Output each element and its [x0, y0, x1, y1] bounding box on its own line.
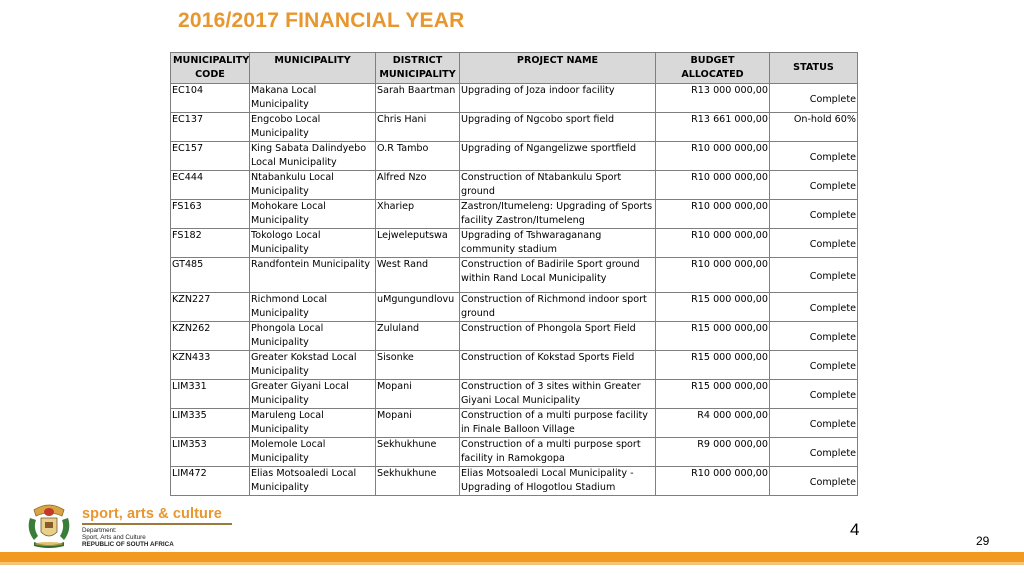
department-branding	[82, 506, 232, 548]
table-row	[171, 438, 858, 467]
cell-budget: R10 000 000,00	[656, 171, 770, 200]
header-district: DISTRICT MUNICIPALITY	[376, 53, 460, 84]
cell-municipality: Molemole Local Municipality	[250, 438, 376, 467]
cell-budget: R10 000 000,00	[656, 229, 770, 258]
status-text: Complete	[809, 181, 856, 192]
header-municipality-code: MUNICIPALITY CODE	[171, 53, 250, 84]
cell-status	[770, 467, 858, 496]
cell-code: LIM335	[171, 409, 250, 438]
cell-district: Mopani	[376, 380, 460, 409]
cell-code: KZN433	[171, 351, 250, 380]
cell-municipality: Phongola Local Municipality	[250, 322, 376, 351]
cell-project: Zastron/Itumeleng: Upgrading of Sports facility Zastron/Itumeleng	[460, 200, 656, 229]
cell-status	[770, 380, 858, 409]
cell-project: Construction of Badirile Sport ground within Rand Local Municipality	[460, 258, 656, 293]
cell-district: O.R Tambo	[376, 142, 460, 171]
cell-status	[770, 229, 858, 258]
cell-municipality: Randfontein Municipality	[250, 258, 376, 293]
status-text: Complete	[809, 332, 856, 343]
cell-budget: R13 661 000,00	[656, 113, 770, 142]
cell-status	[770, 351, 858, 380]
cell-project: Construction of a multi purpose facility in Finale Balloon Village	[460, 409, 656, 438]
cell-district: uMgungundlovu	[376, 293, 460, 322]
cell-municipality: Makana Local Municipality	[250, 84, 376, 113]
status-text: Complete	[809, 419, 856, 430]
table-row	[171, 171, 858, 200]
cell-status	[770, 200, 858, 229]
cell-municipality: Greater Giyani Local Municipality	[250, 380, 376, 409]
cell-code: GT485	[171, 258, 250, 293]
status-text: Complete	[809, 210, 856, 221]
cell-project: Upgrading of Tshwaraganang community stadium	[460, 229, 656, 258]
cell-municipality: Mohokare Local Municipality	[250, 200, 376, 229]
brand-name: sport, arts & culture	[82, 506, 222, 522]
cell-status	[770, 258, 858, 293]
page-number: 29	[976, 534, 990, 548]
cell-municipality: Ntabankulu Local Municipality	[250, 171, 376, 200]
cell-budget: R9 000 000,00	[656, 438, 770, 467]
cell-code: EC104	[171, 84, 250, 113]
table-row	[171, 467, 858, 496]
header-status: STATUS	[770, 53, 858, 84]
cell-district: Chris Hani	[376, 113, 460, 142]
cell-budget: R10 000 000,00	[656, 200, 770, 229]
cell-district: Sekhukhune	[376, 438, 460, 467]
cell-status	[770, 171, 858, 200]
cell-budget: R4 000 000,00	[656, 409, 770, 438]
cell-project: Construction of Phongola Sport Field	[460, 322, 656, 351]
status-text: Complete	[809, 390, 856, 401]
cell-project: Construction of 3 sites within Greater Giyani Local Municipality	[460, 380, 656, 409]
status-text: Complete	[809, 361, 856, 372]
cell-municipality: Tokologo Local Municipality	[250, 229, 376, 258]
cell-project: Construction of a multi purpose sport facility in Ramokgopa	[460, 438, 656, 467]
table-row	[171, 84, 858, 113]
cell-status	[770, 438, 858, 467]
cell-budget: R10 000 000,00	[656, 258, 770, 293]
cell-status	[770, 84, 858, 113]
brand-line-1: Department:	[82, 527, 117, 534]
header-municipality: MUNICIPALITY	[250, 53, 376, 84]
cell-project: Construction of Richmond indoor sport ground	[460, 293, 656, 322]
status-text: Complete	[809, 239, 856, 250]
cell-budget: R15 000 000,00	[656, 322, 770, 351]
cell-project: Upgrading of Joza indoor facility	[460, 84, 656, 113]
cell-status	[770, 322, 858, 351]
cell-code: LIM472	[171, 467, 250, 496]
table-row	[171, 142, 858, 171]
cell-budget: R10 000 000,00	[656, 142, 770, 171]
status-text: Complete	[809, 303, 856, 314]
status-text: Complete	[809, 271, 856, 282]
cell-municipality: Greater Kokstad Local Municipality	[250, 351, 376, 380]
page-title: 2016/2017 FINANCIAL YEAR	[178, 9, 465, 32]
cell-district: Zululand	[376, 322, 460, 351]
brand-line-3	[82, 541, 232, 548]
table-row	[171, 229, 858, 258]
cell-district: Sekhukhune	[376, 467, 460, 496]
cell-status	[770, 293, 858, 322]
table-row	[171, 113, 858, 142]
table-header-row	[171, 53, 858, 84]
cell-code: LIM331	[171, 380, 250, 409]
cell-project: Construction of Kokstad Sports Field	[460, 351, 656, 380]
cell-district: Sarah Baartman	[376, 84, 460, 113]
header-project-name: PROJECT NAME	[460, 53, 656, 84]
cell-project: Upgrading of Ngangelizwe sportfield	[460, 142, 656, 171]
status-text: Complete	[809, 94, 856, 105]
cell-status	[770, 142, 858, 171]
cell-budget: R15 000 000,00	[656, 351, 770, 380]
status-text: Complete	[809, 152, 856, 163]
cell-project: Upgrading of Ngcobo sport field	[460, 113, 656, 142]
footer-bar-light	[0, 562, 1024, 565]
brand-country: REPUBLIC OF SOUTH AFRICA	[82, 541, 174, 548]
cell-code: FS182	[171, 229, 250, 258]
cell-code: KZN227	[171, 293, 250, 322]
table-row	[171, 200, 858, 229]
cell-district: Mopani	[376, 409, 460, 438]
cell-municipality: King Sabata Dalindyebo Local Municipality	[250, 142, 376, 171]
cell-district: West Rand	[376, 258, 460, 293]
status-text: Complete	[809, 448, 856, 459]
cell-code: LIM353	[171, 438, 250, 467]
cell-project: Construction of Ntabankulu Sport ground	[460, 171, 656, 200]
cell-district: Lejweleputswa	[376, 229, 460, 258]
footer-bar	[0, 552, 1024, 562]
brand-divider	[82, 523, 232, 525]
table-row	[171, 380, 858, 409]
cell-budget: R15 000 000,00	[656, 293, 770, 322]
cell-district: Sisonke	[376, 351, 460, 380]
cell-code: EC137	[171, 113, 250, 142]
cell-municipality: Elias Motsoaledi Local Municipality	[250, 467, 376, 496]
cell-code: KZN262	[171, 322, 250, 351]
coat-of-arms-icon	[24, 500, 74, 550]
cell-municipality: Maruleng Local Municipality	[250, 409, 376, 438]
cell-code: EC444	[171, 171, 250, 200]
table-row	[171, 258, 858, 293]
financial-table	[170, 52, 858, 496]
cell-district: Xhariep	[376, 200, 460, 229]
table-row	[171, 322, 858, 351]
cell-code: FS163	[171, 200, 250, 229]
cell-code: EC157	[171, 142, 250, 171]
header-budget: BUDGET ALLOCATED	[656, 53, 770, 84]
cell-status	[770, 409, 858, 438]
status-text: Complete	[809, 477, 856, 488]
cell-municipality: Richmond Local Municipality	[250, 293, 376, 322]
cell-budget: R10 000 000,00	[656, 467, 770, 496]
cell-municipality: Engcobo Local Municipality	[250, 113, 376, 142]
brand-line-2: Sport, Arts and Culture	[82, 534, 146, 541]
table-row	[171, 293, 858, 322]
cell-status: On-hold 60%	[770, 113, 858, 142]
cell-project: Elias Motsoaledi Local Municipality - Upgrading of Hlogotlou Stadium	[460, 467, 656, 496]
table-row	[171, 351, 858, 380]
cell-budget: R13 000 000,00	[656, 84, 770, 113]
cell-budget: R15 000 000,00	[656, 380, 770, 409]
table-row	[171, 409, 858, 438]
slide-number: 4	[850, 520, 860, 539]
cell-district: Alfred Nzo	[376, 171, 460, 200]
